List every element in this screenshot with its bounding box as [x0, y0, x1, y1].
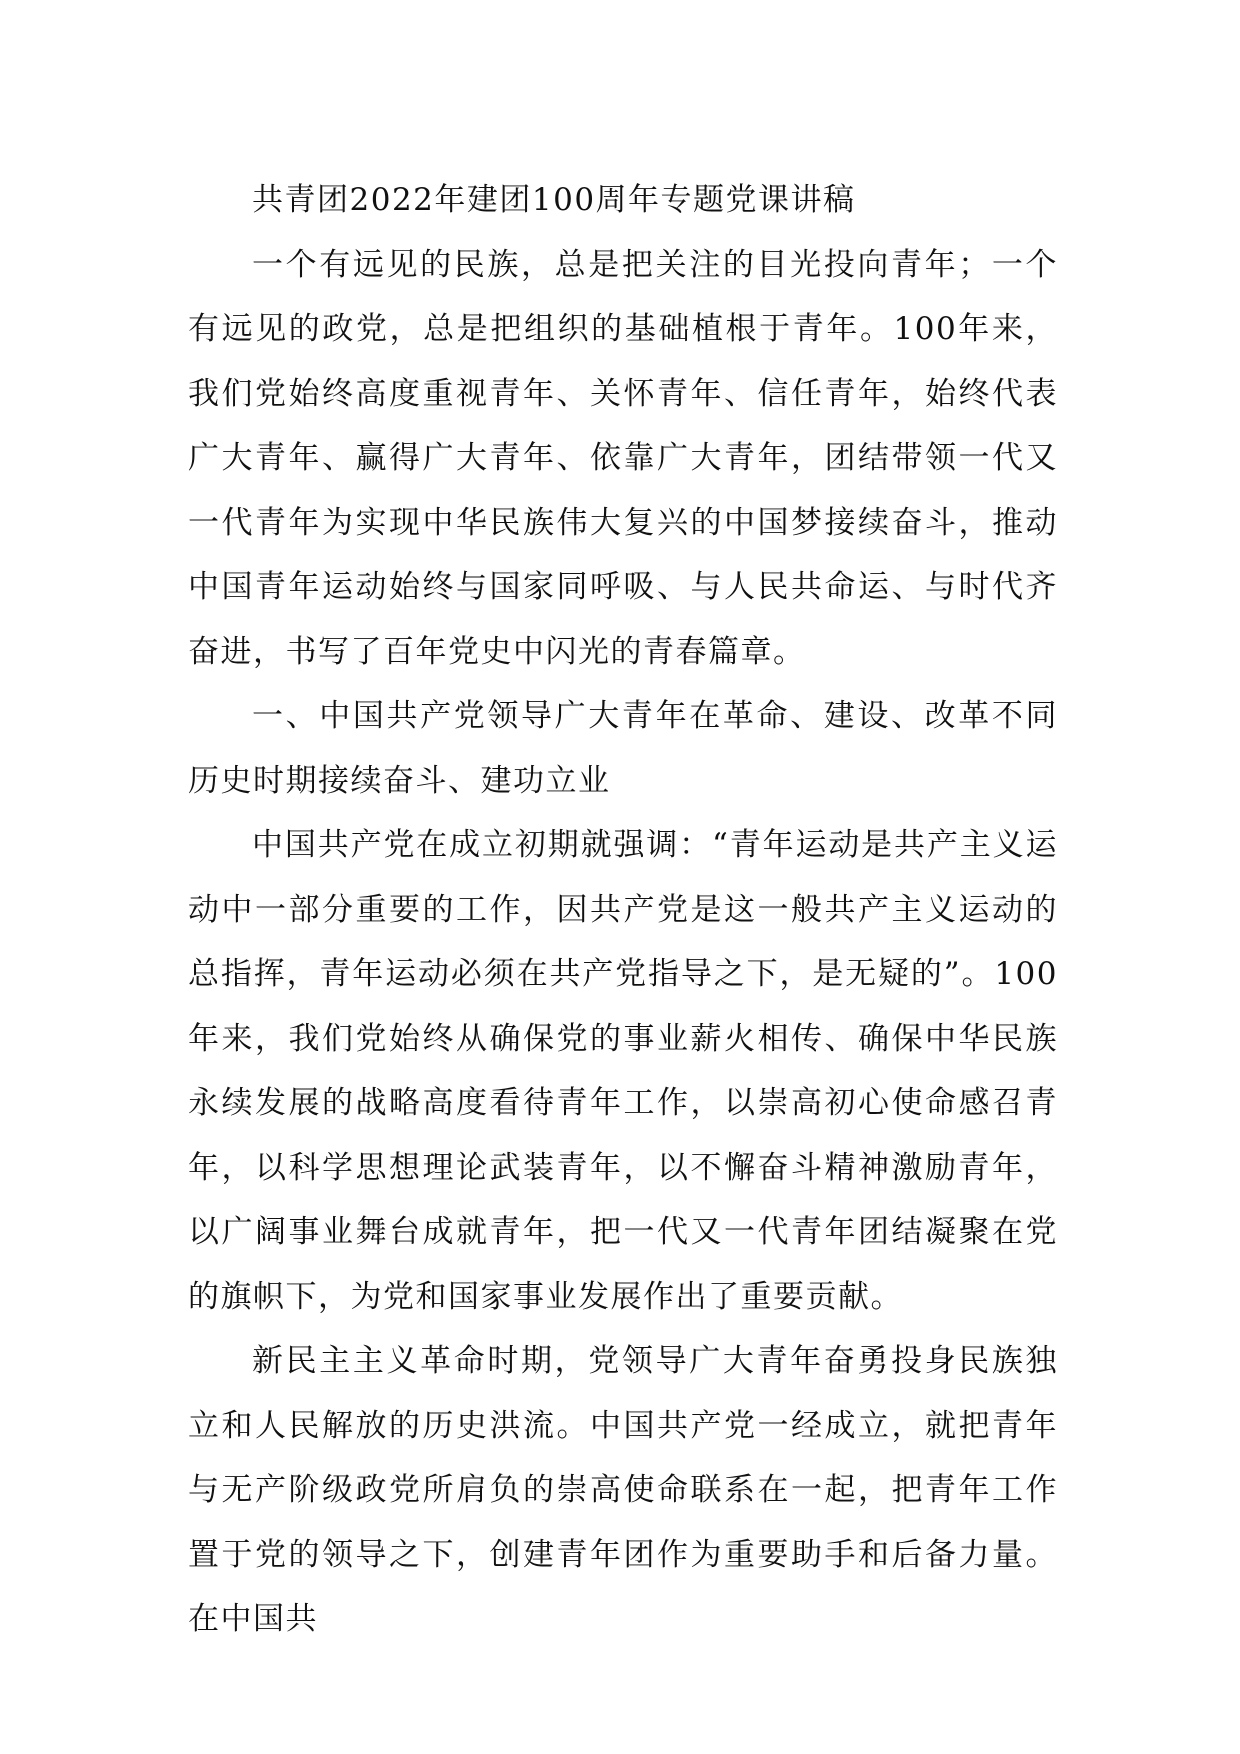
section-heading-1: 一、中国共产党领导广大青年在革命、建设、改革不同历史时期接续奋斗、建功立业 — [188, 698, 1058, 799]
paragraph-new-democratic-revolution: 新民主主义革命时期，党领导广大青年奋勇投身民族独立和人民解放的历史洪流。中国共产党一经成立，就把青年与无产阶级政党所肩负的崇高使命联系在一起，把青年工作置于党的领导之下，创建青年团作为重要助手和后备力量。在中国共 — [188, 1343, 1058, 1637]
document-title: 共青团2022年建团100周年专题党课讲稿 — [252, 182, 856, 218]
paragraph-party-youth-work: 中国共产党在成立初期就强调：“青年运动是共产主义运动中一部分重要的工作，因共产党是这一般共产主义运动的总指挥，青年运动必须在共产党指导之下，是无疑的”。100年来，我们党始终从确保党的事业薪火相传、确保中华民族永续发展的战略高度看待青年工作，以崇高初心使命感召青年，以科学思想理论武装青年，以不懈奋斗精神激励青年，以广阔事业舞台成就青年，把一代又一代青年团结凝聚在党的旗帜下，为党和国家事业发展作出了重要贡献。 — [188, 827, 1058, 1315]
paragraph-intro: 一个有远见的民族，总是把关注的目光投向青年；一个有远见的政党，总是把组织的基础植根于青年。100年来，我们党始终高度重视青年、关怀青年、信任青年，始终代表广大青年、赢得广大青年、依靠广大青年，团结带领一代又一代青年为实现中华民族伟大复兴的中国梦接续奋斗，推动中国青年运动始终与国家同呼吸、与人民共命运、与时代齐奋进，书写了百年党史中闪光的青春篇章。 — [188, 246, 1058, 670]
document-body — [188, 168, 1058, 1652]
